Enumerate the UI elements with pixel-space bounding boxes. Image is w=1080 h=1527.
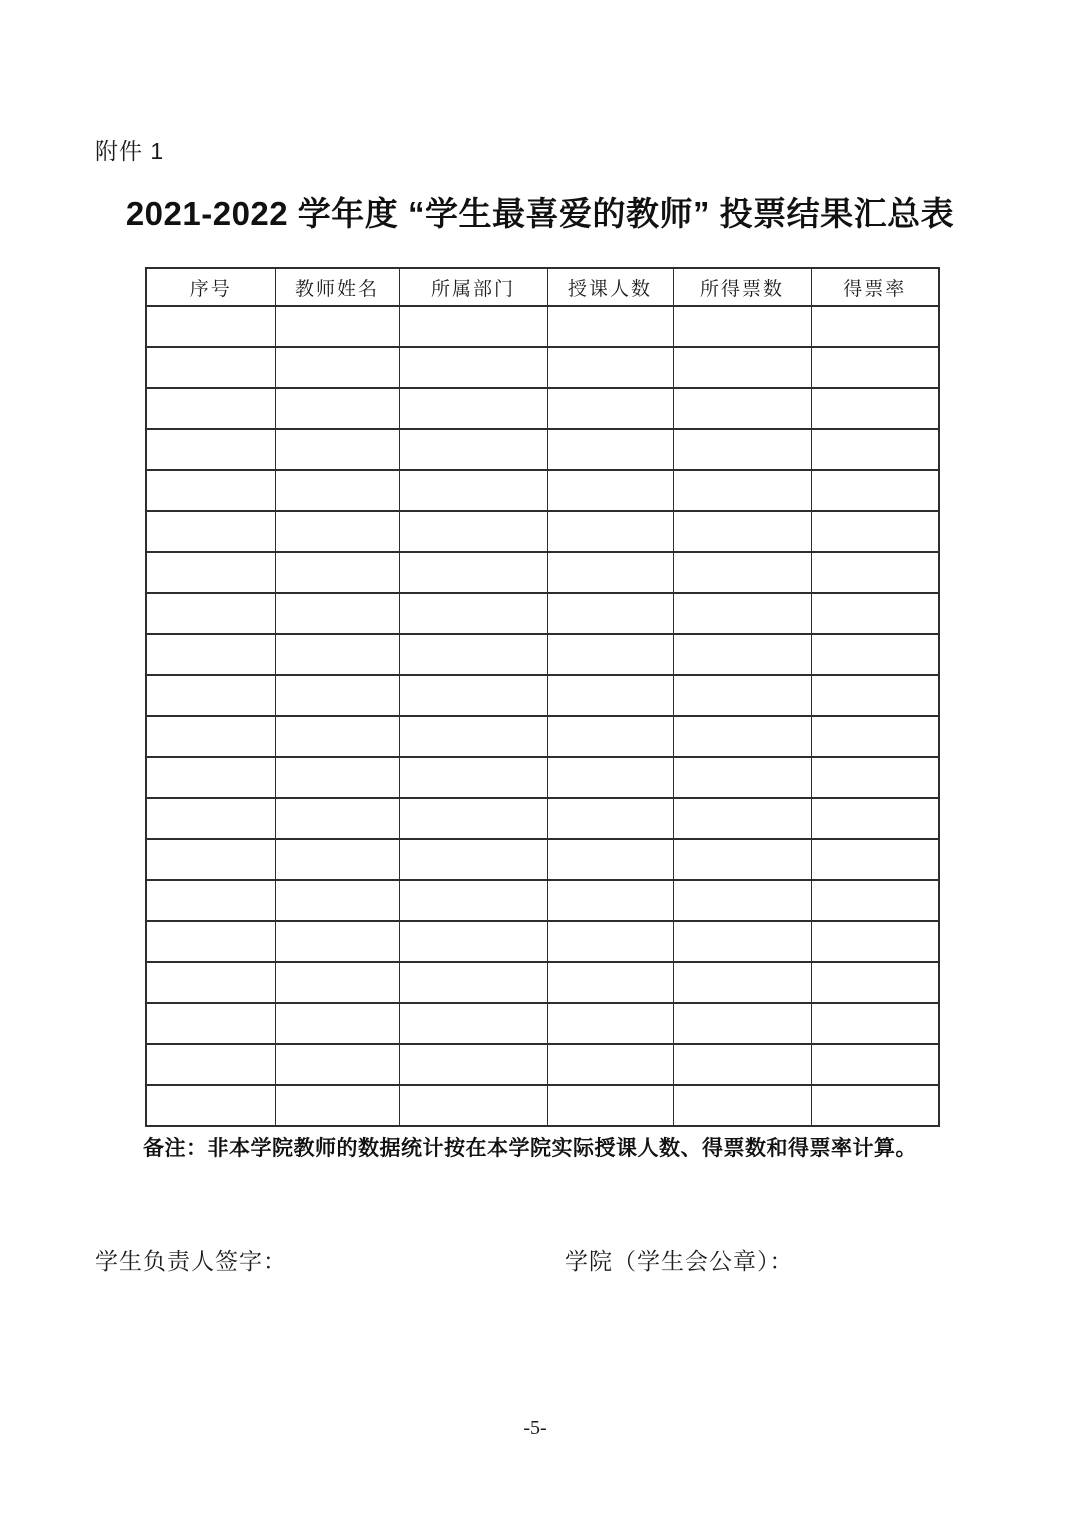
empty-cell [399,429,547,470]
empty-cell [547,798,673,839]
table-note: 备注：非本学院教师的数据统计按在本学院实际授课人数、得票数和得票率计算。 [143,1137,917,1160]
header-row [146,268,939,306]
empty-cell [399,634,547,675]
empty-cell [811,593,939,634]
empty-cell [811,388,939,429]
empty-cell [399,798,547,839]
table-body [146,306,939,1126]
empty-cell [673,470,811,511]
college-seal-label: 学院（学生会公章）： [565,1249,794,1274]
empty-cell [146,1003,275,1044]
empty-cell [146,757,275,798]
empty-cell [399,716,547,757]
empty-cell [811,962,939,1003]
empty-cell [811,347,939,388]
voting-results-table [145,267,940,1127]
empty-cell [547,470,673,511]
empty-cell [547,880,673,921]
empty-cell [673,593,811,634]
student-leader-signature-label: 学生负责人签字： [95,1249,287,1274]
page-title: 2021-2022 学年度 “学生最喜爱的教师” 投票结果汇总表 [125,195,955,232]
attachment-label: 附件 1 [95,138,165,164]
empty-cell [547,839,673,880]
empty-cell [673,757,811,798]
empty-cell [275,798,399,839]
empty-cell [146,839,275,880]
empty-cell [146,921,275,962]
empty-cell [673,429,811,470]
empty-cell [547,552,673,593]
empty-cell [547,716,673,757]
table-row [146,1003,939,1044]
empty-cell [275,839,399,880]
table-row [146,675,939,716]
column-header: 所得票数 [673,268,811,306]
empty-cell [146,634,275,675]
column-header: 序号 [146,268,275,306]
empty-cell [146,306,275,347]
empty-cell [399,1044,547,1085]
empty-cell [811,634,939,675]
empty-cell [275,593,399,634]
empty-cell [399,306,547,347]
empty-cell [673,1085,811,1126]
empty-cell [146,1085,275,1126]
table-row [146,470,939,511]
table-row [146,552,939,593]
table-row [146,634,939,675]
empty-cell [673,839,811,880]
table-row [146,429,939,470]
empty-cell [399,962,547,1003]
empty-cell [275,470,399,511]
empty-cell [547,921,673,962]
empty-cell [673,511,811,552]
empty-cell [673,1044,811,1085]
empty-cell [547,675,673,716]
table-row [146,798,939,839]
empty-cell [399,347,547,388]
empty-cell [811,470,939,511]
empty-cell [146,593,275,634]
empty-cell [275,634,399,675]
empty-cell [547,347,673,388]
empty-cell [275,1044,399,1085]
empty-cell [399,757,547,798]
empty-cell [811,839,939,880]
column-header: 得票率 [811,268,939,306]
table-row [146,388,939,429]
empty-cell [673,552,811,593]
empty-cell [811,921,939,962]
table-row [146,757,939,798]
empty-cell [275,552,399,593]
empty-cell [275,675,399,716]
empty-cell [146,880,275,921]
table-row [146,347,939,388]
empty-cell [811,1003,939,1044]
empty-cell [399,511,547,552]
empty-cell [811,552,939,593]
empty-cell [146,675,275,716]
empty-cell [811,757,939,798]
empty-cell [399,593,547,634]
empty-cell [275,1003,399,1044]
empty-cell [275,306,399,347]
table-row [146,1044,939,1085]
empty-cell [811,1085,939,1126]
table-row [146,880,939,921]
empty-cell [811,511,939,552]
empty-cell [399,839,547,880]
empty-cell [547,1044,673,1085]
empty-cell [146,716,275,757]
empty-cell [673,388,811,429]
empty-cell [275,757,399,798]
empty-cell [146,552,275,593]
page-number: -5- [523,1417,547,1439]
empty-cell [547,306,673,347]
empty-cell [673,634,811,675]
column-header: 授课人数 [547,268,673,306]
empty-cell [547,757,673,798]
empty-cell [811,1044,939,1085]
column-header: 教师姓名 [275,268,399,306]
empty-cell [811,675,939,716]
empty-cell [547,593,673,634]
empty-cell [399,470,547,511]
empty-cell [547,962,673,1003]
empty-cell [399,921,547,962]
empty-cell [399,675,547,716]
empty-cell [673,962,811,1003]
empty-cell [399,880,547,921]
table-row [146,839,939,880]
signature-row [0,1243,1080,1277]
empty-cell [811,716,939,757]
table-row [146,306,939,347]
empty-cell [146,962,275,1003]
empty-cell [146,1044,275,1085]
empty-cell [146,388,275,429]
empty-cell [399,388,547,429]
empty-cell [547,388,673,429]
empty-cell [673,347,811,388]
empty-cell [811,880,939,921]
empty-cell [146,470,275,511]
empty-cell [275,962,399,1003]
empty-cell [547,1085,673,1126]
empty-cell [811,798,939,839]
empty-cell [673,1003,811,1044]
empty-cell [275,511,399,552]
empty-cell [811,429,939,470]
empty-cell [146,429,275,470]
empty-cell [547,1003,673,1044]
empty-cell [547,634,673,675]
empty-cell [673,306,811,347]
table-row [146,921,939,962]
empty-cell [275,1085,399,1126]
empty-cell [146,347,275,388]
empty-cell [275,880,399,921]
table-row [146,716,939,757]
empty-cell [399,1003,547,1044]
empty-cell [547,511,673,552]
empty-cell [275,347,399,388]
empty-cell [399,552,547,593]
table-row [146,593,939,634]
empty-cell [673,716,811,757]
empty-cell [673,880,811,921]
empty-cell [275,388,399,429]
empty-cell [399,1085,547,1126]
empty-cell [673,798,811,839]
column-header: 所属部门 [399,268,547,306]
table-row [146,511,939,552]
empty-cell [275,716,399,757]
empty-cell [146,511,275,552]
empty-cell [275,429,399,470]
empty-cell [547,429,673,470]
empty-cell [673,921,811,962]
empty-cell [275,921,399,962]
empty-cell [673,675,811,716]
empty-cell [811,306,939,347]
empty-cell [146,798,275,839]
table-row [146,1085,939,1126]
table-row [146,962,939,1003]
